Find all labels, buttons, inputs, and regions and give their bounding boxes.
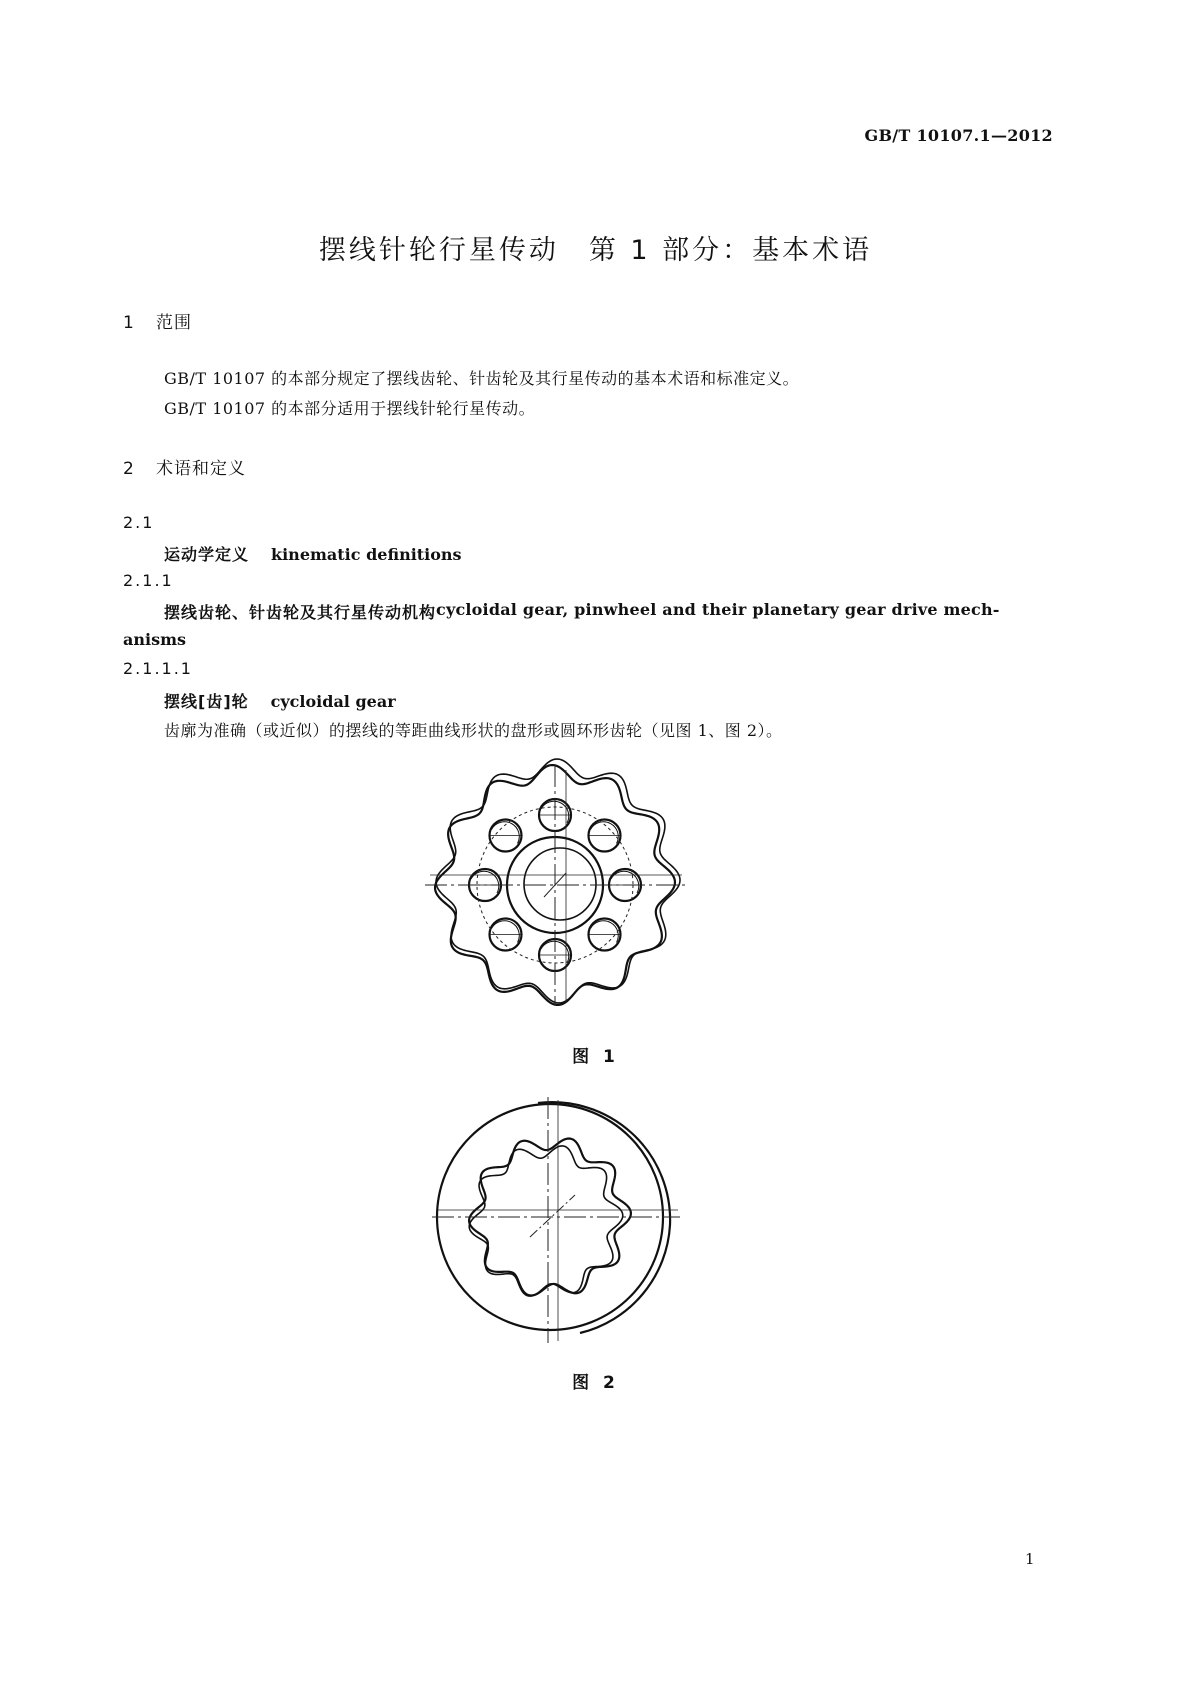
section-2-heading (123, 454, 246, 479)
term-en: cycloidal gear, pinwheel and their planetary gear drive mech- (436, 600, 1000, 619)
term-entry (164, 689, 396, 712)
term-entry (164, 542, 462, 565)
term-en-continued (123, 630, 186, 649)
term-entry (164, 600, 1000, 623)
figure-1-caption: 图 1 (572, 1047, 619, 1067)
center-bore-inner (524, 848, 596, 920)
figure-1-drawing (420, 760, 690, 1010)
section-number: 2 (123, 459, 135, 479)
term-definition: 齿廓为准确（或近似）的摆线的等距曲线形状的盘形或圆环形齿轮（见图 1、图 2）。 (164, 721, 783, 740)
pin-hole-arc (492, 921, 520, 943)
offset-indicator (530, 1195, 575, 1237)
pin-hole-arc (471, 871, 499, 893)
scope-paragraph-1: GB/T 10107 的本部分规定了摆线齿轮、针齿轮及其行星传动的基本术语和标准定义。 (164, 369, 800, 388)
clause-number: 2.1.1.1 (123, 659, 193, 678)
term-en-cont: anisms (123, 630, 187, 649)
clause-number: 2.1 (123, 513, 155, 532)
clause-number: 2.1.1 (123, 571, 174, 590)
document-title: 摆线针轮行星传动 第 1 部分：基本术语 (318, 235, 873, 266)
term-zh: 摆线[齿]轮 (164, 692, 249, 711)
section-1-heading (123, 308, 192, 333)
section-title: 术语和定义 (156, 459, 246, 479)
term-zh: 摆线齿轮、针齿轮及其行星传动机构 (164, 603, 437, 622)
figure-2-caption: 图 2 (572, 1373, 619, 1393)
page-number: 1 (1025, 1550, 1035, 1568)
figure-2-drawing (430, 1095, 690, 1345)
section-number: 1 (123, 313, 135, 333)
pin-hole-arc (611, 871, 639, 893)
scope-paragraph-2: GB/T 10107 的本部分适用于摆线针轮行星传动。 (164, 399, 536, 418)
term-zh: 运动学定义 (164, 545, 250, 564)
pin-hole-arc (591, 921, 619, 943)
standard-number: GB/T 10107.1—2012 (864, 126, 1053, 145)
term-en: kinematic definitions (271, 545, 462, 564)
term-en: cycloidal gear (270, 692, 396, 711)
section-title: 范围 (156, 313, 192, 333)
